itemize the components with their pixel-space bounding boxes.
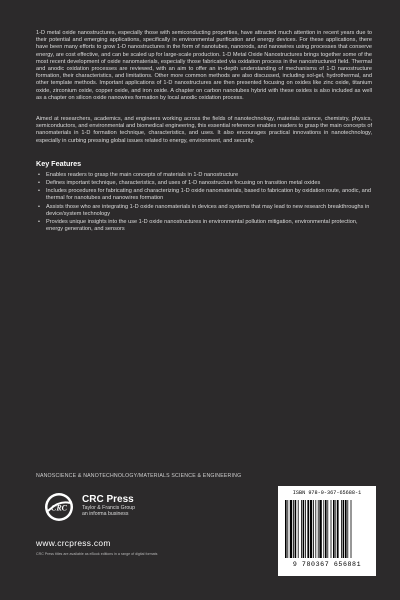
barcode-bar (301, 500, 302, 558)
ebook-disclaimer: CRC Press titles are available as eBook editions in a range of digital formats (36, 552, 158, 556)
barcode-bar (310, 500, 312, 558)
barcode-bar (303, 500, 305, 558)
isbn-label: ISBN 978-0-367-65688-1 (292, 490, 362, 496)
key-features-list (36, 172, 372, 234)
isbn-digits: 9 780367 656881 (292, 561, 362, 568)
barcode-bar (337, 500, 339, 558)
key-feature-item: • Provides unique insights into the use 1-D oxide nanostructures in environmental pollution mitigation, environmental protection, energy generation, and sensors (36, 219, 372, 233)
barcode-bar (323, 500, 324, 558)
barcode-bar (315, 500, 316, 558)
barcode-bar (335, 500, 336, 558)
publisher-url: www.crcpress.com (36, 538, 111, 548)
barcode-bar (343, 500, 345, 558)
barcode-bar (319, 500, 321, 558)
crc-press-logo-icon (44, 492, 74, 522)
barcode-bar (290, 500, 292, 558)
barcode-bar (295, 500, 297, 558)
barcode-bar (307, 500, 309, 558)
barcode-bar (298, 500, 299, 558)
key-features-heading: Key Features (36, 158, 82, 168)
barcode-bar (313, 500, 314, 558)
barcode-bar (287, 500, 288, 558)
barcode-bar (293, 500, 294, 558)
barcode-bar (345, 500, 347, 558)
back-cover-text (36, 30, 372, 234)
description-paragraph-2: Aimed at researchers, academics, and engineers working across the fields of nanotechnology, materials science, chemistry, physics, semiconductors, and environmental and biomedical engineering, this essential reference enables readers to grasp the main concepts of nanomaterials in 1-D formation technique, characteristics, and uses. It also encourages practical innovations in nanotechnology, especially in curbing pressing global issues related to energy, environment, and security. (36, 116, 372, 144)
key-feature-item: • Enables readers to grasp the main concepts of materials in 1-D nanostructure (36, 172, 372, 179)
barcode-bar (327, 500, 328, 558)
logo-text: CRC (50, 503, 68, 513)
barcode-bar (333, 500, 335, 558)
barcode-bar (305, 500, 306, 558)
key-feature-item: • Includes procedures for fabricating and characterizing 1-D oxide nanomaterials, based to fabrication by oxidation route, anodic, and thermal for nanotubes and nanowires formation (36, 188, 372, 202)
barcode-bar (331, 500, 332, 558)
barcode-bar (347, 500, 348, 558)
barcode-bar (318, 500, 319, 558)
publisher-name: CRC Press (82, 494, 134, 505)
key-feature-item: • Assists those who are integrating 1-D oxide nanomaterials in devices and systems that may lead to new research breakthroughs in device/system technology (36, 204, 372, 218)
barcode-bar (285, 500, 287, 558)
subject-category: NANOSCIENCE & NANOTECHNOLOGY/MATERIALS SCIENCE & ENGINEERING (36, 473, 242, 479)
key-feature-item: • Defines important technique, characteristics, and uses of 1-D nanostructure focusing on transition metal oxides (36, 180, 372, 187)
publisher-division: an informa business (82, 511, 129, 518)
description-paragraph-1: 1-D metal oxide nanostructures, especially those with semiconducting properties, have attracted much attention in recent years due to their potential and emerging applications, specifically in environmental purification and energy devices. For these applications, there have been many efforts to grow 1-D nanostructures in the form of nanotubes, nanorods, and nanowires using processes that conserve energy, are cost effective, and can be scaled up for large-scale production. 1-D Metal Oxide Nanostructures brings together some of the most recent development of oxide nanomaterials, especially those fabricated via oxidation process in the nanostructured field. Thermal and anodic oxidation processes are reviewed, with an aim to offer an in-depth understanding of mechanisms of 1-D nanostructure formation, their characteristics, and limitations. Other more common methods are also discussed, including sol-gel, hydrothermal, and other template methods. Important applications of 1-D nanostructures are then presented focusing on oxides like zinc oxide, titanium oxide, zirconium oxide, copper oxide, and iron oxide. A chapter on carbon nanotubes hybrid with these oxides is also included as well as a chapter on silicon oxide nanowires formation by local anodic oxidation process. (36, 30, 372, 101)
publisher-group: Taylor & Francis Group (82, 505, 136, 511)
barcode-bar (351, 500, 352, 558)
barcode-bar (341, 500, 342, 558)
barcode-icon (285, 500, 371, 558)
barcode-bar (325, 500, 327, 558)
barcode-panel (278, 486, 376, 576)
publisher-block (82, 494, 135, 518)
